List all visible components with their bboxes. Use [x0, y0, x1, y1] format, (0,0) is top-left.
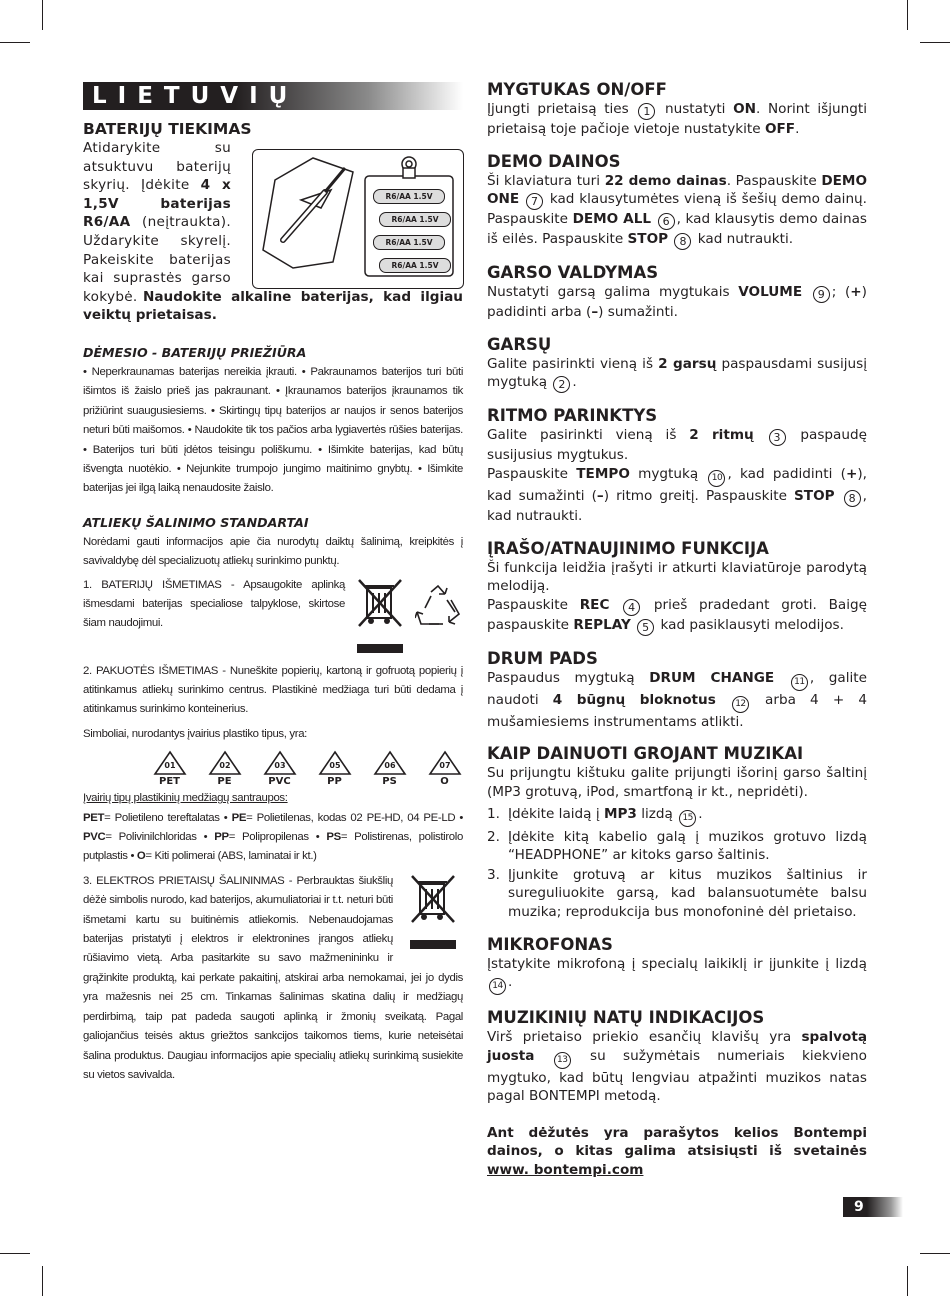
battery-label-3: R6/AA 1.5V — [373, 235, 445, 250]
website-link[interactable]: www. bontempi.com — [487, 1162, 644, 1179]
svg-text:02: 02 — [218, 761, 231, 771]
notes-title: MUZIKINIŲ NATŲ INDIKACIJOS — [487, 1008, 765, 1028]
waste-item-2: 2. PAKUOTĖS IŠMETIMAS - Nuneškite popierių, kartoną ir gofruotą popierių į atitinkamus atliekų surinkimo centrus. Plastikinė medžiaga turi būti dedama į atitinkamus surinkimo konteinerius. — [83, 664, 463, 716]
crop-mark — [920, 1253, 950, 1254]
sing-step-2: 2. Įdėkite kitą kabelio galą į muzikos grotuvo lizdą “HEADPHONE” ar kitoks garso šaltinis. — [487, 828, 867, 864]
battery-label-1: R6/AA 1.5V — [373, 189, 445, 204]
battery-title: BATERIJŲ TIEKIMAS — [83, 120, 252, 138]
waste-item-3: 3. ELEKTROS PRIETAISŲ ŠALININMAS - Perbrauktas šiukšlių dėžė simbolis nurodo, kad baterijos, akumuliatoriai ir t.t. neturi būti išmetami kartu su buitinėmis atliekomis. Nebenaudojamas baterijas pristatyti į elektros ir elektronines įrangos atliekų rūšiavimo vietą. Arba pasitarkite su savo mažmenininku ir grąžinkite produktą, kai perkate pakaitinį, atskirai arba nemokamai, jei jo dydis yra mažesnis nei 25 cm. Tinkamas šalinimas skatina dalių ir medžiagų perdirbimą, taip pat padeda saugoti aplinką ir žmonių sveikatą. Pagal galiojančius teisės aktus griežtos sankcijos taikomos tiems, kurie neteisėtai šalina produktus. Daugiau informacijos apie specialių atliekų surinkimą susiekite su vietos savivalda. — [83, 872, 463, 1085]
volume-text: Nustatyti garsą galima mygtukais VOLUME 9 ; (+) padidinti arba (–) sumažinti. — [487, 284, 867, 321]
plastic-intro: Simboliai, nurodantys įvairius plastiko tipus, yra: — [83, 727, 307, 740]
mic-text: Įstatykite mikrofoną į specialų laikiklį ir įjunkite į lizdą 14 . — [487, 955, 867, 996]
plastic-code-o — [426, 750, 463, 787]
recycle-triangle-icon — [153, 750, 187, 776]
crossed-bin-icon — [408, 872, 458, 930]
sing-title: KAIP DAINUOTI GROJANT MUZIKAI — [487, 744, 804, 764]
plastic-code-label: PE — [217, 776, 232, 788]
crop-mark — [920, 42, 950, 43]
sounds-text: Galite pasirinkti vieną iš 2 garsų paspausdami susijusį mygtuką 2 . — [487, 355, 867, 392]
plastic-code-pet — [151, 750, 188, 787]
sing-steps — [487, 805, 867, 922]
crop-mark — [907, 1266, 908, 1296]
recycle-triangle-icon — [263, 750, 297, 776]
sing-step-3: 3. Įjunkite grotuvą ar kitus muzikos šaltinius ir sureguliuokite garsą, kad balansuotumėte balsu muzika; reprodukcija bus monofoninė dėl prietaiso. — [487, 866, 867, 920]
rec-title: ĮRAŠO/ATNAUJINIMO FUNKCIJA — [487, 538, 769, 558]
bin-icon-wrap — [403, 872, 463, 956]
waste-title: ATLIEKŲ ŠALINIMO STANDARTAI — [83, 514, 309, 530]
crop-mark — [0, 42, 30, 43]
plastic-code-label: PVC — [268, 776, 291, 788]
plastic-code-label: O — [440, 776, 449, 788]
recycle-triangle-icon — [208, 750, 242, 776]
waste-item-1: 1. BATERIJŲ IŠMETIMAS - Apsaugokite aplinką išmesdami baterijas specialiose talpyklose, skirtose šiam naudojimui. — [83, 576, 463, 656]
demo-title: DEMO DAINOS — [487, 151, 621, 171]
demo-text: Ši klaviatura turi 22 demo dainas. Paspauskite DEMO ONE 7 kad klausytumėtes vieną iš šešių demo dainų. Paspauskite DEMO ALL 6 , kad klausytis demo dainas iš eilės. Paspauskite STOP 8 kad nutraukti. — [487, 172, 867, 249]
svg-text:07: 07 — [438, 761, 451, 771]
recycle-triangle-icon — [373, 750, 407, 776]
waste-intro: Norėdami gauti informacijos apie čia nurodytų daiktų šalinimą, kreipkitės į savivaldybę dėl specializuotų atliekų surinkimo punktų. — [83, 535, 463, 568]
battery-label-4: R6/AA 1.5V — [379, 258, 451, 273]
plastic-code-pe — [206, 750, 243, 787]
rec-text: Ši funkcija leidžia įrašyti ir atkurti klaviatūroje parodytą melodiją. Paspauskite REC 4 prieš pradedant groti. Baigę paspauskite REPLAY 5 kad pasiklausyti melodijos. — [487, 559, 867, 634]
care-title: DĖMESIO - BATERIJŲ PRIEŽIŪRA — [83, 344, 307, 360]
crop-mark — [0, 1253, 30, 1254]
page-number: 9 — [843, 1197, 903, 1217]
crop-mark — [907, 0, 908, 30]
recycle-icons — [355, 576, 463, 656]
crossed-bin-icon — [355, 576, 405, 634]
svg-text:01: 01 — [163, 761, 176, 771]
recycle-triangle-icon — [428, 750, 462, 776]
battery-compartment-illustration — [252, 149, 464, 289]
onoff-text: Įjungti prietaisą ties 1 nustatyti ON. Norint išjungti prietaisą toje pačioje vietoje nustatykite OFF. — [487, 101, 867, 137]
crop-mark — [42, 1266, 43, 1296]
sounds-title: GARSŲ — [487, 334, 552, 354]
battery-text: Atidarykite su atsuktuvu baterijų skyrių. Įdėkite 4 x 1,5V baterijas R6/AA (neįtraukta). Uždarykite skyrelį. Pakeiskite baterijas kai suprastės garso kokybė. — [83, 140, 232, 305]
plastic-code-pp — [316, 750, 353, 787]
bin-underline — [410, 940, 456, 949]
plastic-codes-row — [151, 750, 463, 787]
plastic-code-label: PP — [327, 776, 342, 788]
abbr-item: PET= Polietileno tereftalatas — [83, 811, 220, 824]
abbr-item: PVC= Polivinilchloridas — [83, 831, 197, 844]
svg-text:03: 03 — [273, 761, 286, 771]
mic-title: MIKROFONAS — [487, 934, 613, 954]
abbr-item: PS= Polistirenas, polistirolo putplastis — [83, 831, 463, 863]
notes-text: Virš prietaiso priekio esančių klavišų yra spalvotą juosta 13 su sužymėtais numeriais kiekvieno mygtuko, kad būtų lengviau atpažinti muzikos natas pagal BONTEMPI metodą. — [487, 1029, 867, 1105]
language-banner: LIETUVIŲ — [83, 82, 463, 110]
care-text: • Neperkraunamas baterijas nereikia įkrauti. • Pakraunamos baterijos turi būti išimtos iš žaislo prieš jas pakraunant. • Įkraunamos baterijos įkraunamos tik prižiūrint suaugusiesiems. • Skirtingų tipų baterijos ar naujos ir senos baterijos neturi būti maišomos. • Naudokite tik tos pačios arba lygiavertės rūšies baterijas. • Baterijos turi būti įdėtos teisingu poliškumu. • Išimkite baterijas, kad būtų išvengta nuotėkio. • Nejunkite trumpojo jungimo maitinimo gnybtų. • Išimkite baterijas jei ilgą laiką nenaudosite žaislo. — [83, 365, 463, 495]
crop-mark — [42, 0, 43, 30]
recycle-symbol-icon — [415, 584, 461, 628]
sing-intro: Su prijungtu kištuku galite prijungti išorinį garso šaltinį (MP3 grotuvą, iPod, smartfoną ir kt., nepridėti). — [487, 765, 867, 800]
rhythm-text: Galite pasirinkti vieną iš 2 ritmų 3 paspaudę susijusius mygtukus. Paspauskite TEMPO mygtuką 10 , kad padidinti (+), kad sumažinti (–) ritmo greitį. Paspauskite STOP 8 , kad nutraukti. — [487, 427, 867, 524]
volume-title: GARSO VALDYMAS — [487, 263, 659, 283]
abbr-item: PE= Polietilenas, kodas 02 PE-HD, 04 PE-LD — [231, 811, 456, 824]
right-column — [487, 80, 867, 1180]
abbr-item: PP= Polipropilenas — [214, 831, 309, 844]
plastic-code-pvc — [261, 750, 298, 787]
battery-label-2: R6/AA 1.5V — [379, 212, 451, 227]
svg-text:05: 05 — [328, 761, 341, 771]
battery-advice: Naudokite alkaline baterijas, kad ilgiau veiktų prietaisas. — [83, 288, 463, 324]
svg-text:06: 06 — [383, 761, 396, 771]
recycle-triangle-icon — [318, 750, 352, 776]
drum-title: DRUM PADS — [487, 648, 598, 668]
abbr-title: Įvairių tipų plastikinių medžiagų santraupos: — [83, 792, 288, 805]
abbr-list: PET= Polietileno tereftalatas • PE= Polietilenas, kodas 02 PE-HD, 04 PE-LD • PVC= Polivinilchloridas • PP= Polipropilenas • PS= Polistirenas, polistirolo putplastis • O= Kiti polimerai (ABS, laminatai ir kt.) — [83, 811, 464, 863]
rhythm-title: RITMO PARINKTYS — [487, 406, 658, 426]
abbr-item: O= Kiti polimerai (ABS, laminatai ir kt.) — [136, 850, 317, 863]
sing-step-1: 1. Įdėkite laidą į MP3 lizdą 15 . — [487, 805, 867, 827]
footer-note: Ant dėžutės yra parašytos kelios Bontempi dainos, o kitas galima atsisiųsti iš svetainės www. bontempi.com — [487, 1124, 867, 1179]
drum-text: Paspaudus mygtuką DRUM CHANGE 11 , galite naudoti 4 būgnų bloknotus 12 arba 4 + 4 mušamiesiems instrumentams atlikti. — [487, 669, 867, 730]
plastic-code-label: PET — [159, 776, 180, 788]
plastic-code-ps — [371, 750, 408, 787]
bin-underline — [357, 644, 403, 653]
onoff-title: MYGTUKAS ON/OFF — [487, 80, 667, 99]
plastic-code-label: PS — [382, 776, 397, 788]
